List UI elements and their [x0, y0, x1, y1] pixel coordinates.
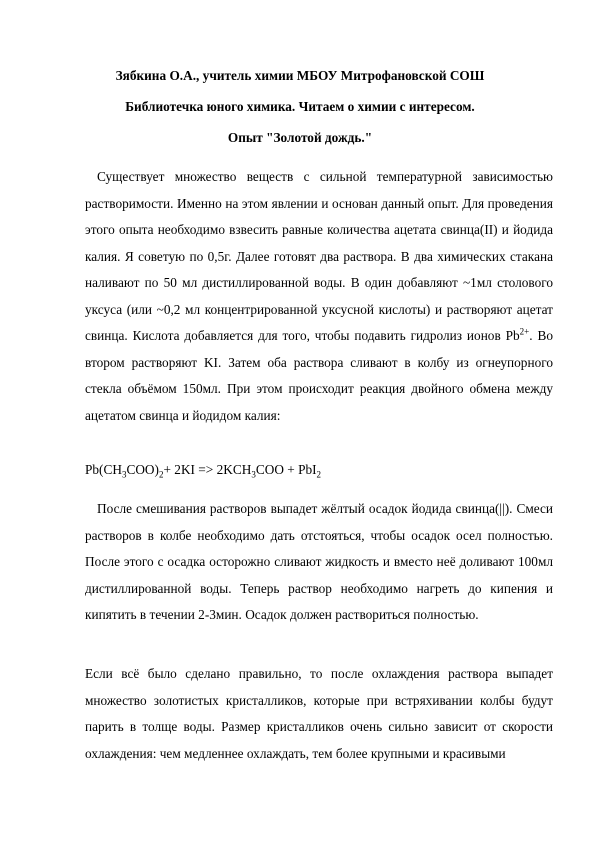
- ion-charge-superscript: 2+: [519, 326, 530, 337]
- paragraph-procedure: После смешивания растворов выпадет жёлтый осадок йодида свинца(||). Смеси растворов в колбе необходимо дать отстояться, чтобы осадок осел полностью. После этого с осадка осторожно сливают жидкость и вместо неё доливают 100мл дистиллированной воды. Теперь раствор необходимо нагреть до кипения и кипятить в течении 2-3мин. Осадок должен раствориться полностью.: [85, 501, 553, 622]
- equation-subscript: 2: [316, 469, 322, 480]
- reaction-equation: [85, 462, 321, 478]
- equation-subscript: 3: [251, 469, 256, 480]
- equation-part: COO + PbI: [255, 462, 317, 477]
- equation-part: COO): [126, 462, 159, 477]
- paragraph-result: Если всё было сделано правильно, то после охлаждения раствора выпадет множество золотистых кристалликов, которые при встряхивании колбы будут парить в толще воды. Размер кристалликов очень сильно зависит от скорости охлаждения: чем медленнее охлаждать, тем более крупными и красивыми: [85, 666, 553, 761]
- author-line: Зябкина О.А., учитель химии МБОУ Митрофановской СОШ: [115, 68, 485, 83]
- equation-part: + 2KI => 2KCH: [163, 462, 252, 477]
- paragraph-intro: [85, 164, 553, 429]
- experiment-title: Опыт "Золотой дождь.": [227, 130, 373, 145]
- equation-part: Pb(CH: [85, 462, 122, 477]
- equation-subscript: 2: [158, 469, 164, 480]
- paragraph-intro-text-b: . Во втором растворяют KI. Затем оба раствора сливают в колбу из огнеупорного стекла объёмом 150мл. При этом происходит реакция двойного обмена между ацетатом свинца и йодидом калия:: [85, 328, 553, 423]
- paragraph-intro-text-a: Существует множество веществ с сильной температурной зависимостью растворимости. Именно на этом явлении и основан данный опыт. Для проведения этого опыта необходимо взвесить равные количества ацетата свинца(II) и йодида калия. Я советую по 0,5г. Далее готовят два раствора. В два химических стакана наливают по 50 мл дистиллированной воды. В один добавляют ~1мл столового уксуса (или ~0,2 мл концентрированной уксусной кислоты) и растворяют ацетат свинца. Кислота добавляется для того, чтобы подавить гидролиз ионов Pb: [85, 169, 553, 343]
- series-title: Библиотечка юного химика. Читаем о химии с интересом.: [125, 99, 475, 114]
- equation-subscript: 3: [121, 469, 127, 480]
